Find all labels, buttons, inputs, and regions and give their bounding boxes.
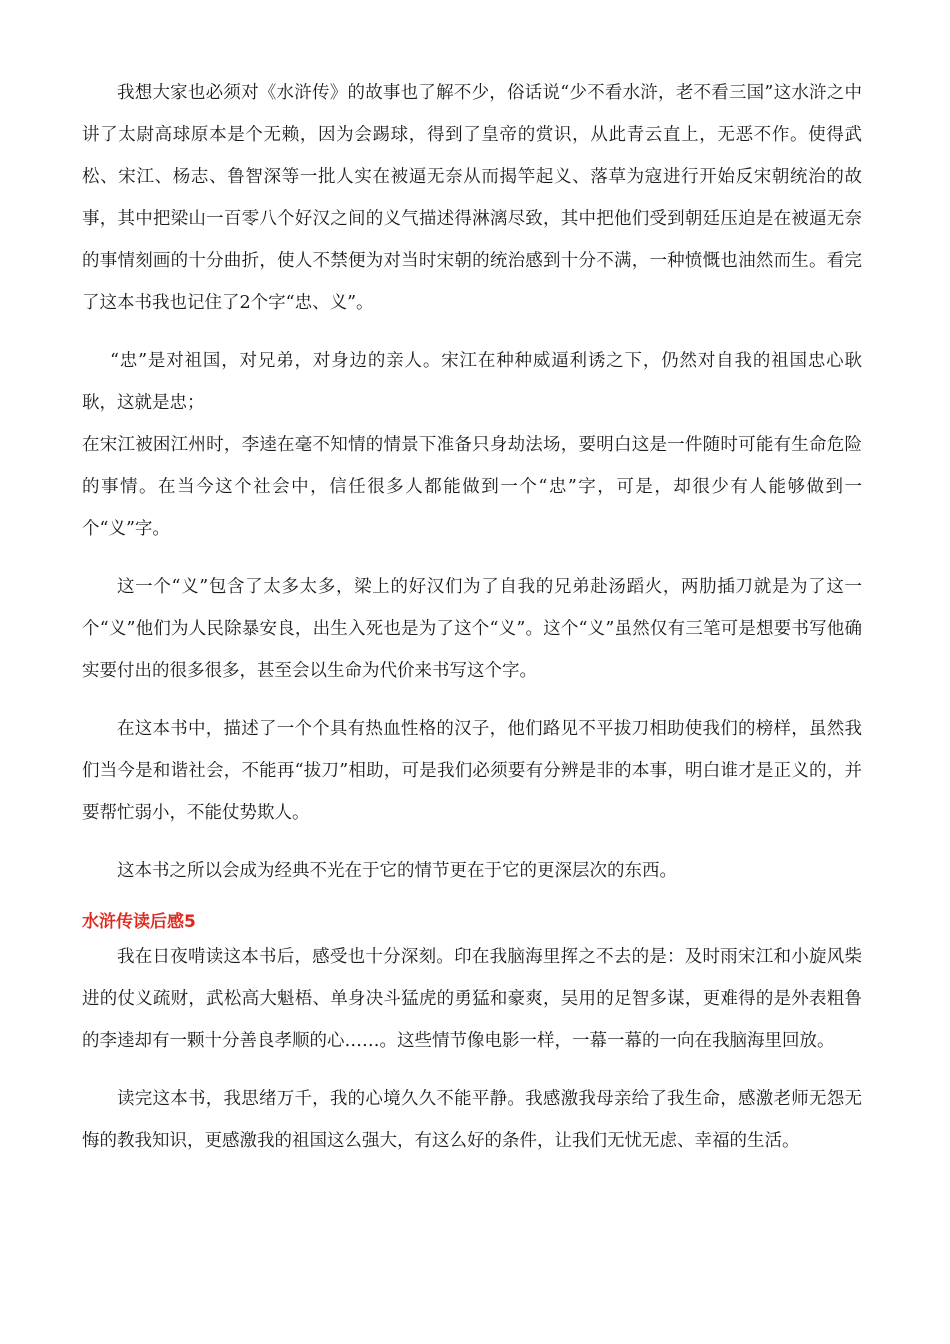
section-heading: 水浒传读后感5 — [82, 912, 196, 932]
paragraph-heroes: 在这本书中，描述了一个个具有热血性格的汉子，他们路见不平拔刀相助使我们的榜样，虽然我们当今是和谐社会，不能再“拔刀”相助，可是我们必须要有分辨是非的本事，明白谁才是正义的，并要帮忙弱小，不能仗势欺人。 — [82, 719, 862, 823]
paragraph-impressions: 我在日夜啃读这本书后，感受也十分深刻。印在我脑海里挥之不去的是：及时雨宋江和小旋风柴进的仗义疏财，武松高大魁梧、单身决斗猛虎的勇猛和豪爽，吴用的足智多谋，更难得的是外表粗鲁的李逵却有一颗十分善良孝顺的心……。这些情节像电影一样，一幕一幕的一向在我脑海里回放。 — [82, 947, 862, 1051]
paragraph-loyalty: “忠”是对祖国，对兄弟，对身边的亲人。宋江在种种威逼利诱之下，仍然对自我的祖国忠心耿耿，这就是忠； — [82, 351, 862, 413]
paragraph-classic: 这本书之所以会成为经典不光在于它的情节更在于它的更深层次的东西。 — [117, 861, 677, 881]
paragraph-intro: 我想大家也必须对《水浒传》的故事也了解不少，俗话说“少不看水浒，老不看三国”这水浒之中讲了太尉高球原本是个无赖，因为会踢球，得到了皇帝的赏识，从此青云直上，无恶不作。使得武松、宋江、杨志、鲁智深等一批人实在被逼无奈从而揭竿起义、落草为寇进行开始反宋朝统治的故事，其中把梁山一百零八个好汉之间的义气描述得淋漓尽致，其中把他们受到朝廷压迫是在被逼无奈的事情刻画的十分曲折，使人不禁便为对当时宋朝的统治感到十分不满，一种愤慨也油然而生。看完了这本书我也记住了2个字“忠、义”。 — [82, 83, 862, 313]
paragraph-likui: 在宋江被困江州时，李逵在毫不知情的情景下准备只身劫法场，要明白这是一件随时可能有生命危险的事情。在当今这个社会中，信任很多人都能做到一个“忠”字，可是，却很少有人能够做到一个“义”字。 — [82, 435, 862, 539]
document-page — [82, 72, 862, 1178]
paragraph-righteousness: 这一个“义”包含了太多太多，梁上的好汉们为了自我的兄弟赴汤蹈火，两肋插刀就是为了这一个“义”他们为人民除暴安良，出生入死也是为了这个“义”。这个“义”虽然仅有三笔可是想要书写他确实要付出的很多很多，甚至会以生命为代价来书写这个字。 — [82, 577, 862, 681]
paragraph-gratitude: 读完这本书，我思绪万千，我的心境久久不能平静。我感激我母亲给了我生命，感激老师无怨无悔的教我知识，更感激我的祖国这么强大，有这么好的条件，让我们无忧无虑、幸福的生活。 — [82, 1089, 862, 1151]
